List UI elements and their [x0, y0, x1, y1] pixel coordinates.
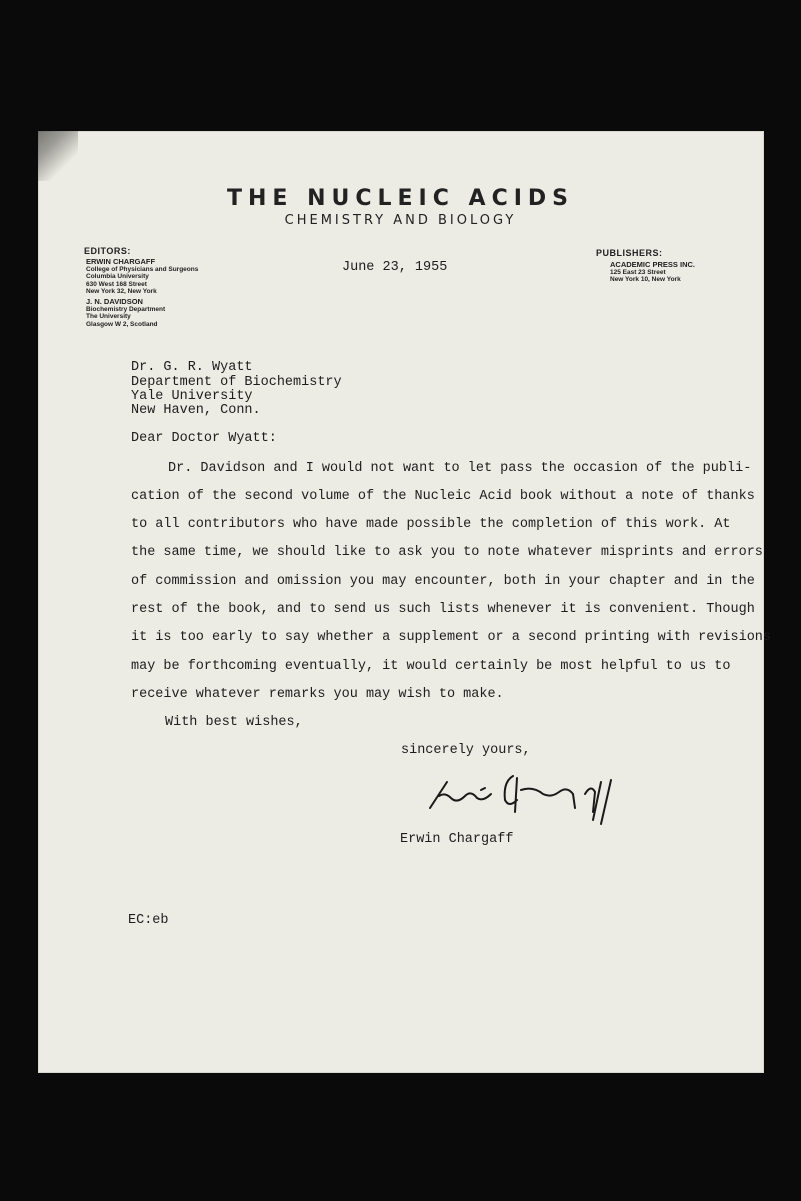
publishers-label: PUBLISHERS: — [596, 248, 663, 258]
recipient-line: Dr. G. R. Wyatt — [131, 360, 253, 375]
body-line: to all contributors who have made possible the completion of this work. At — [131, 517, 731, 532]
publisher-address-line: New York 10, New York — [610, 276, 681, 284]
paper-corner-damage — [38, 131, 78, 181]
editor-address-line: Columbia University — [86, 273, 149, 281]
recipient-line: Department of Biochemistry — [131, 375, 342, 390]
body-line: receive whatever remarks you may wish to make. — [131, 687, 504, 702]
editor-address-line: College of Physicians and Surgeons — [86, 265, 199, 273]
letter-date: June 23, 1955 — [342, 260, 448, 275]
publisher-address-line: 125 East 23 Street — [610, 268, 666, 276]
editor-address-line: Biochemistry Department — [86, 305, 166, 313]
signature-name: Erwin Chargaff — [400, 832, 514, 847]
reference-initials: EC:eb — [128, 913, 169, 928]
publisher-name: ACADEMIC PRESS INC. — [610, 260, 696, 269]
body-line: rest of the book, and to send us such lists whenever it is convenient. Though — [131, 602, 755, 617]
letterhead-subtitle: CHEMISTRY AND BIOLOGY — [284, 213, 517, 228]
letterhead-title: THE NUCLEIC ACIDS — [226, 186, 575, 211]
editor-address-line: New York 32, New York — [86, 288, 157, 296]
editors-block — [86, 258, 198, 328]
body-line: cation of the second volume of the Nucleic Acid book without a note of thanks — [131, 489, 755, 504]
body-line: may be forthcoming eventually, it would certainly be most helpful to us to — [131, 659, 731, 674]
closing-line: sincerely yours, — [401, 743, 531, 758]
body-line: the same time, we should like to ask you to note whatever misprints and errors — [131, 545, 763, 560]
editors-label: EDITORS: — [84, 246, 131, 256]
editor-address-line: The University — [86, 313, 131, 321]
body-line: Dr. Davidson and I would not want to let pass the occasion of the publi- — [168, 461, 752, 476]
body-line: of commission and omission you may encounter, both in your chapter and in the — [131, 574, 755, 589]
editor-name: J. N. DAVIDSON — [86, 296, 143, 306]
publishers-block — [610, 261, 695, 284]
editor-name: ERWIN CHARGAFF — [86, 257, 156, 266]
editor-address-line: Glasgow W 2, Scotland — [86, 320, 158, 328]
recipient-line: New Haven, Conn. — [131, 403, 261, 418]
body-line: it is too early to say whether a supplement or a second printing with revisions — [131, 630, 772, 645]
handwritten-signature — [425, 768, 635, 828]
wishes-line: With best wishes, — [165, 715, 303, 730]
salutation: Dear Doctor Wyatt: — [131, 431, 277, 446]
editor-address-line: 630 West 168 Street — [86, 280, 147, 288]
recipient-line: Yale University — [131, 389, 253, 404]
